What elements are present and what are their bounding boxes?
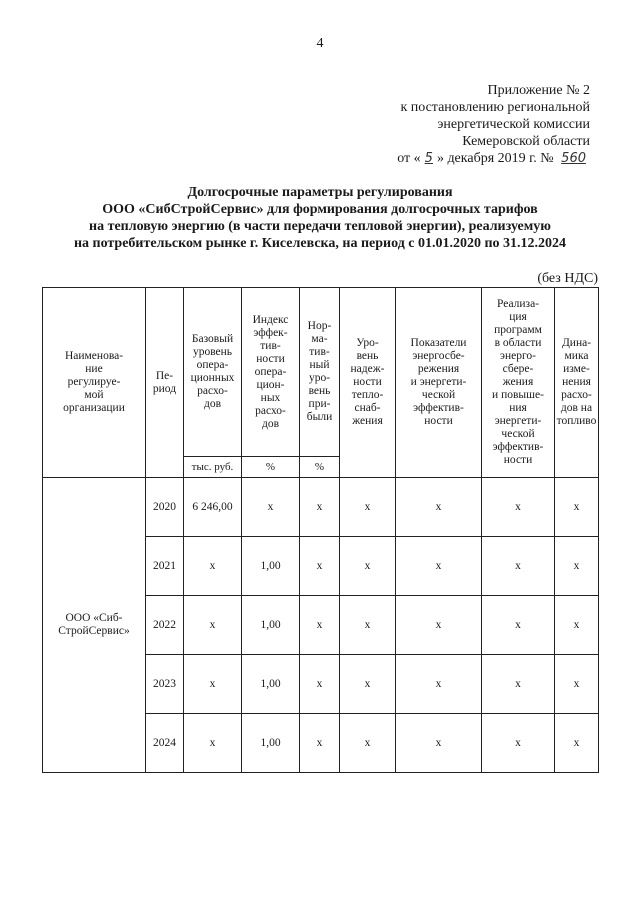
unit-normative-profit: %: [300, 457, 340, 478]
parameters-table: [42, 287, 599, 773]
cell-fuel: х: [555, 596, 599, 655]
cell-period: 2024: [146, 714, 184, 773]
header-energy-efficiency: [396, 288, 482, 478]
appendix-date-line: [330, 150, 590, 167]
header-fuel-cost-dynamics: [555, 288, 599, 478]
header-period: [146, 288, 184, 478]
cell-reliability: х: [340, 596, 396, 655]
cell-profit: х: [300, 714, 340, 773]
cell-base: х: [184, 655, 242, 714]
header-energy-saving-program-label: Реализа- ция программ в области энерго- сбере- жения и повыше- ния энергети- ческой эффектив- ности: [492, 298, 544, 466]
cell-fuel: х: [555, 655, 599, 714]
header-efficiency-index: [242, 288, 300, 457]
header-period-label: Пе- риод: [152, 369, 177, 395]
cell-index: 1,00: [242, 596, 300, 655]
cell-fuel: х: [555, 714, 599, 773]
header-normative-profit: [300, 288, 340, 457]
unit-base-opex: тыс. руб.: [184, 457, 242, 478]
cell-profit: х: [300, 478, 340, 537]
cell-fuel: х: [555, 537, 599, 596]
header-organization: [43, 288, 146, 478]
cell-profit: х: [300, 655, 340, 714]
cell-period: 2023: [146, 655, 184, 714]
cell-program: х: [482, 596, 555, 655]
date-middle: » декабря 2019 г. №: [436, 151, 554, 166]
cell-reliability: х: [340, 655, 396, 714]
appendix-region: Кемеровской области: [462, 134, 590, 149]
header-normative-profit-label: Нор- ма- тив- ный уро- вень при- были: [306, 320, 333, 423]
header-reliability-label: Уро- вень надеж- ности тепло- снаб- жения: [350, 337, 385, 427]
appendix-commission: энергетической комиссии: [437, 117, 590, 132]
organization-cell: ООО «Сиб- СтройСервис»: [43, 478, 146, 773]
cell-period: 2020: [146, 478, 184, 537]
cell-base: х: [184, 537, 242, 596]
cell-period: 2021: [146, 537, 184, 596]
cell-index: 1,00: [242, 655, 300, 714]
header-efficiency-index-label: Индекс эффек- тив- ности опера- цион- ных расхо- дов: [252, 313, 289, 430]
cell-reliability: х: [340, 478, 396, 537]
title-line-3: на тепловую энергию (в части передачи тепловой энергии), реализуемую: [89, 219, 551, 234]
document-title: [0, 184, 640, 252]
date-prefix: от «: [397, 151, 421, 166]
header-organization-label: Наименова- ние регулируе- мой организации: [63, 350, 125, 414]
cell-energy-eff: х: [396, 655, 482, 714]
cell-reliability: х: [340, 537, 396, 596]
cell-reliability: х: [340, 714, 396, 773]
cell-base: 6 246,00: [184, 478, 242, 537]
handwritten-day: 5: [424, 151, 433, 166]
unit-efficiency-index: %: [242, 457, 300, 478]
table-row: [43, 478, 599, 537]
header-reliability: [340, 288, 396, 478]
appendix-block: [330, 82, 590, 167]
cell-energy-eff: х: [396, 714, 482, 773]
header-fuel-cost-dynamics-label: Дина- мика изме- нения расхо- дов на топливо: [556, 337, 597, 427]
header-energy-saving-program: [482, 288, 555, 478]
cell-index: х: [242, 478, 300, 537]
cell-energy-eff: х: [396, 478, 482, 537]
appendix-reference: к постановлению региональной: [400, 100, 590, 115]
cell-program: х: [482, 478, 555, 537]
cell-energy-eff: х: [396, 596, 482, 655]
cell-energy-eff: х: [396, 537, 482, 596]
cell-index: 1,00: [242, 714, 300, 773]
cell-period: 2022: [146, 596, 184, 655]
cell-base: х: [184, 714, 242, 773]
cell-program: х: [482, 537, 555, 596]
cell-program: х: [482, 714, 555, 773]
header-energy-efficiency-label: Показатели энергосбе- режения и энергети- ческой эффектив- ности: [410, 337, 467, 427]
cell-program: х: [482, 655, 555, 714]
title-line-2: ООО «СибСтройСервис» для формирования долгосрочных тарифов: [102, 202, 538, 217]
cell-profit: х: [300, 596, 340, 655]
vat-note: (без НДС): [537, 271, 598, 286]
cell-base: х: [184, 596, 242, 655]
cell-index: 1,00: [242, 537, 300, 596]
cell-fuel: х: [555, 478, 599, 537]
cell-profit: х: [300, 537, 340, 596]
header-base-opex: [184, 288, 242, 457]
page-number: 4: [316, 36, 324, 51]
title-line-4: на потребительском рынке г. Киселевска, на период с 01.01.2020 по 31.12.2024: [73, 236, 567, 251]
header-base-opex-label: Базовый уровень опера- ционных расхо- дов: [190, 333, 235, 410]
handwritten-number: 560: [561, 151, 586, 166]
title-line-1: Долгосрочные параметры регулирования: [187, 185, 453, 200]
appendix-title: Приложение № 2: [487, 83, 590, 98]
